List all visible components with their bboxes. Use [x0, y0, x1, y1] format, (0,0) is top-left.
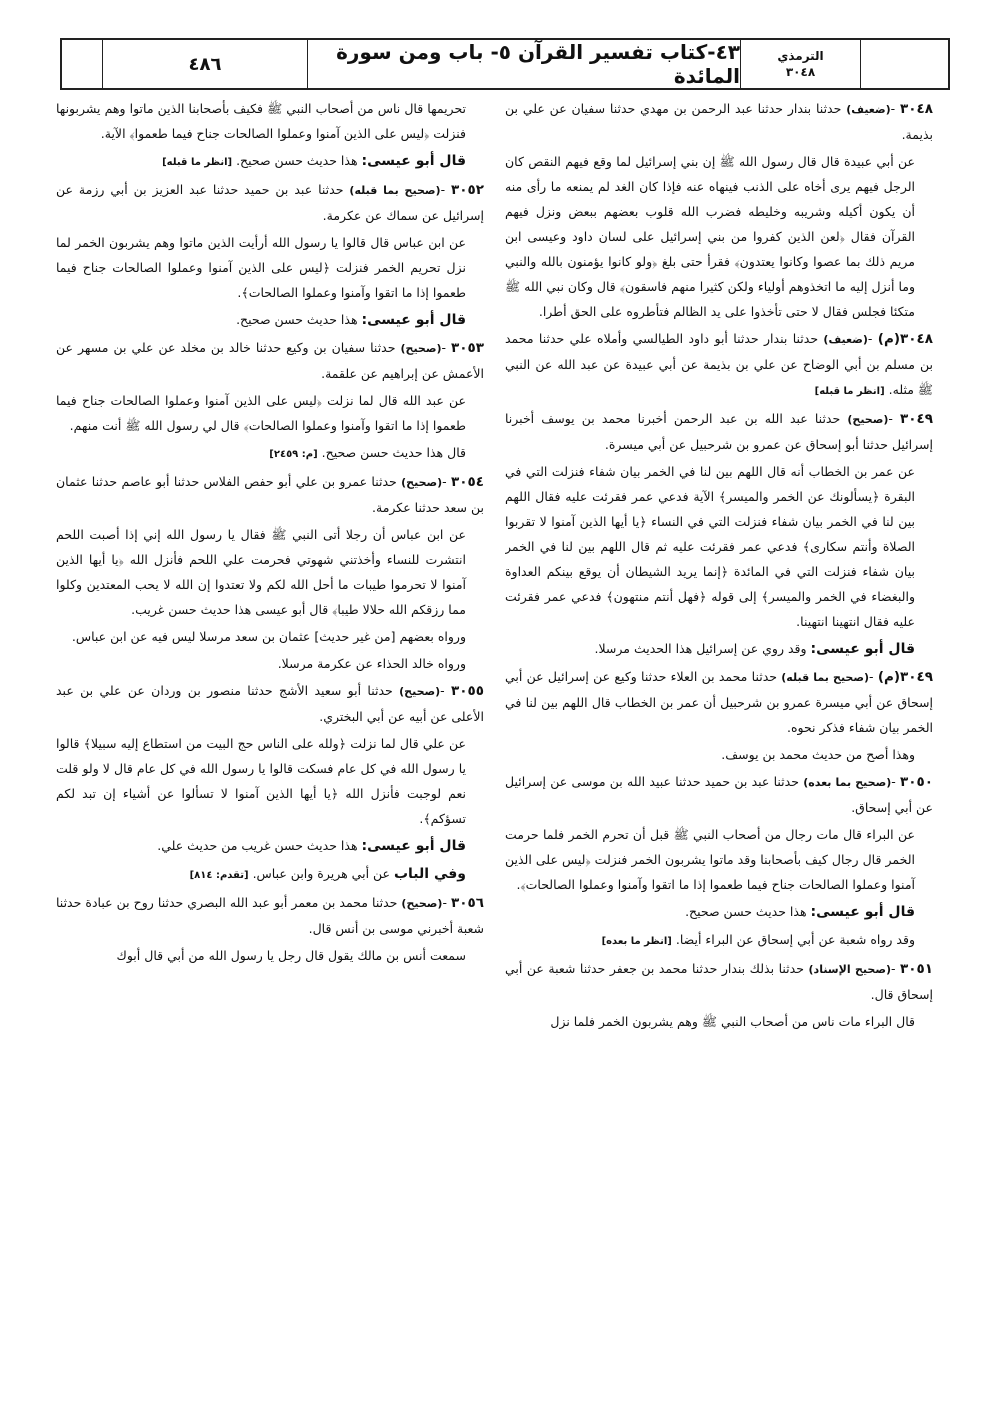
hadith-number: ٣٠٥٢	[451, 182, 484, 198]
hadith-grade: (صحيح)	[847, 413, 889, 426]
paragraph-text: تحريمها قال ناس من أصحاب النبي ﷺ فكيف بأصحابنا الذين ماتوا وهم يشربونها فنزلت ﴿ليس على الذين آمنوا وعملوا الصالحات جناح فيما طعموا﴾ الآية.	[56, 101, 466, 141]
paragraph-text: عن أبي عبيدة قال قال رسول الله ﷺ إن بني إسرائيل لما وقع فيهم النقص كان الرجل فيهم يرى أخاه على الذنب فينهاه عنه فإذا كان الغد لم يمنعه ما رأى منه أن يكون أكيله وشريبه وخليطه فضرب الله قلوب بعضهم ببعض ونزل فيهم القرآن فقال ﴿لعن الذين كفروا من بني إسرائيل على لسان داود وعيسى ابن مريم ذلك بما عصوا وكانوا يعتدون﴾ فقرأ حتى بلغ ﴿ولو كانوا يؤمنون بالله والنبي وما أنزل إليه ما اتخذوهم أولياء ولكن كثيرا منهم فاسقون﴾ قال وكان نبي الله ﷺ متكئا فجلس فقال لا حتى تأخذوا على يد الظالم فتأطروه على الحق أطرا.	[505, 154, 915, 319]
text-paragraph	[505, 822, 933, 897]
hadith-grade: (ضعيف)	[823, 333, 868, 346]
paragraph-text: حدثنا أبو سعيد الأشج حدثنا منصور بن وردان عن علي بن عبد الأعلى عن أبيه عن أبي البختري.	[56, 683, 484, 724]
text-paragraph	[505, 927, 933, 954]
hadith-number: ٣٠٥٣	[451, 340, 484, 356]
paragraph-text: عن البراء قال مات رجال من أصحاب النبي ﷺ قبل أن تحرم الخمر فلما حرمت الخمر قال رجال كيف بأصحابنا وقد ماتوا يشربون الخمر فنزلت ﴿ليس على الذين آمنوا وعملوا الصالحات جناح فيما طعموا إذا ما اتقوا وآمنوا وعملوا الصالحات﴾.	[505, 827, 915, 892]
paragraph-text: حدثنا بذلك بندار حدثنا محمد بن جعفر حدثنا شعبة عن أبي إسحاق قال.	[505, 961, 933, 1002]
paragraph-text: عن ابن عباس أن رجلا أتى النبي ﷺ فقال يا رسول الله إني إذا أصبت اللحم انتشرت للنساء وأخذتني شهوتي فحرمت علي اللحم فأنزل الله ﴿يا أيها الذين آمنوا لا تحرموا طيبات ما أحل الله لكم ولا تعتدوا إن الله لا يحب المعتدين وكلوا مما رزقكم الله حلالا طيبا﴾ قال أبو عيسى هذا حديث حسن غريب.	[56, 527, 466, 617]
hadith-entry: ٣٠٤٩(م) -(صحيح بما قبله) حدثنا محمد بن العلاء حدثنا وكيع عن إسرائيل عن أبي إسحاق عن أبي ميسرة عمرو بن شرحبيل أن عمر بن الخطاب قال اللهم بين لنا في الخمر بيان شفاء فذكر نحوه.	[505, 669, 933, 735]
commentary-line	[56, 307, 484, 333]
paragraph-text: حدثنا عبد بن حميد حدثنا عبد العزيز بن أبي رزمة عن إسرائيل عن سماك عن عكرمة.	[56, 182, 484, 223]
header-page-number: ٤٨٦	[102, 40, 307, 88]
commentary-lead: قال أبو عيسى:	[361, 838, 466, 854]
paragraph-text: عن عمر بن الخطاب أنه قال اللهم بين لنا في الخمر بيان شفاء فنزلت التي في البقرة ﴿يسألونك عن الخمر والميسر﴾ الآية فدعي عمر فقرئت عليه فقال اللهم بين لنا في الخمر بيان شفاء فنزلت التي في النساء ﴿يا أيها الذين آمنوا لا تقربوا الصلاة وأنتم سكارى﴾ فدعي عمر فقرئت عليه ثم قال اللهم بين لنا في الخمر بيان شفاء فنزلت التي في المائدة ﴿إنما يريد الشيطان أن يوقع بينكم العداوة والبغضاء في الخمر والميسر﴾ إلى قوله ﴿فهل أنتم منتهون﴾ فدعي عمر فقرئت عليه فقال انتهينا انتهينا.	[505, 464, 915, 629]
hadith-number: ٣٠٤٩	[900, 411, 933, 427]
hadith-entry: ٣٠٥٥ -(صحيح) حدثنا أبو سعيد الأشج حدثنا منصور بن وردان عن علي بن عبد الأعلى عن أبيه عن أبي البختري.	[56, 683, 484, 724]
cross-reference-note: [انظر ما قبله]	[814, 386, 885, 397]
hadith-grade: (صحيح بما بعده)	[803, 776, 892, 789]
text-paragraph	[505, 149, 933, 324]
hadith-grade: (صحيح)	[399, 685, 441, 698]
hadith-number: ٣٠٤٩(م)	[877, 669, 933, 685]
cross-reference-note: [م: ٢٤٥٩]	[269, 449, 318, 460]
paragraph-text: عن أبي هريرة وابن عباس.	[252, 866, 390, 881]
cross-reference-note: [انظر ما قبله]	[162, 157, 233, 168]
hadith-grade: (صحيح)	[401, 897, 443, 910]
hadith-grade: (صحيح)	[401, 476, 443, 489]
hadith-entry: ٣٠٥٤ -(صحيح) حدثنا عمرو بن علي أبو حفص الفلاس حدثنا أبو عاصم حدثنا عثمان بن سعد حدثنا عكرمة.	[56, 474, 484, 515]
hadith-entry: ٣٠٥٦ -(صحيح) حدثنا محمد بن معمر أبو عبد الله البصري حدثنا روح بن عبادة حدثنا شعبة أخبرني موسى بن أنس قال.	[56, 895, 484, 936]
text-paragraph	[56, 388, 484, 438]
paragraph-text: سمعت أنس بن مالك يقول قال رجل يا رسول الله من أبي قال أبوك	[116, 948, 466, 963]
cross-reference-note: [تقدم: ٨١٤]	[189, 870, 249, 881]
paragraph-text: حدثنا عمرو بن علي أبو حفص الفلاس حدثنا أبو عاصم حدثنا عثمان بن سعد حدثنا عكرمة.	[56, 474, 484, 515]
hadith-entry: ٣٠٥٢ -(صحيح بما قبله) حدثنا عبد بن حميد حدثنا عبد العزيز بن أبي رزمة عن إسرائيل عن سماك عن عكرمة.	[56, 182, 484, 223]
hadith-number: ٣٠٥١	[900, 961, 933, 977]
paragraph-text: ورواه بعضهم [من غير حديث] عثمان بن سعد مرسلا ليس فيه عن ابن عباس.	[71, 629, 466, 644]
commentary-line	[56, 833, 484, 859]
paragraph-text: وقد روي عن إسرائيل هذا الحديث مرسلا.	[594, 641, 807, 656]
commentary-lead: قال أبو عيسى:	[361, 153, 466, 169]
paragraph-text: قال البراء مات ناس من أصحاب النبي ﷺ وهم يشربون الخمر فلما نزل	[550, 1014, 915, 1029]
paragraph-text: ورواه خالد الحذاء عن عكرمة مرسلا.	[277, 656, 466, 671]
page-header	[60, 38, 950, 90]
commentary-lead: وفي الباب	[393, 866, 466, 882]
commentary-lead: قال أبو عيسى:	[810, 904, 915, 920]
paragraph-text: عن ابن عباس قال قالوا يا رسول الله أرأيت الذين ماتوا وهم يشربون الخمر لما نزل تحريم الخمر فنزلت ﴿ليس على الذين آمنوا وعملوا الصالحات جناح فيما طعموا إذا ما اتقوا وآمنوا وعملوا الصالحات﴾.	[56, 235, 466, 300]
paragraph-text: عن عبد الله قال لما نزلت ﴿ليس على الذين آمنوا وعملوا الصالحات جناح فيما طعموا إذا ما اتقوا وآمنوا وعملوا الصالحات﴾ قال لي رسول الله ﷺ أنت منهم.	[56, 393, 466, 433]
hadith-number: ٣٠٥٠	[900, 774, 933, 790]
hadith-entry: ٣٠٥٣ -(صحيح) حدثنا سفيان بن وكيع حدثنا خالد بن مخلد عن علي بن مسهر عن الأعمش عن إبراهيم عن علقمة.	[56, 340, 484, 381]
commentary-line	[505, 636, 933, 662]
text-paragraph	[56, 624, 484, 649]
text-paragraph	[505, 1009, 933, 1034]
hadith-number: ٣٠٥٤	[451, 474, 484, 490]
hadith-grade: (صحيح)	[400, 342, 442, 355]
paragraph-text: هذا حديث حسن صحيح.	[236, 312, 358, 327]
commentary-lead: قال أبو عيسى:	[810, 641, 915, 657]
header-empty-cell-left	[62, 40, 102, 88]
text-paragraph	[56, 96, 484, 146]
text-paragraph	[56, 731, 484, 831]
hadith-entry: ٣٠٥٠ -(صحيح بما بعده) حدثنا عبد بن حميد حدثنا عبيد الله بن موسى عن إسرائيل عن أبي إسحاق.	[505, 774, 933, 815]
paragraph-text: حدثنا محمد بن معمر أبو عبد الله البصري حدثنا روح بن عبادة حدثنا شعبة أخبرني موسى بن أنس قال.	[56, 895, 484, 936]
paragraph-text: حدثنا بندار حدثنا عبد الرحمن بن مهدي حدثنا سفيان عن علي بن بذيمة.	[505, 101, 933, 142]
commentary-line	[56, 148, 484, 175]
commentary-line	[505, 899, 933, 925]
left-text-column	[56, 96, 484, 1376]
paragraph-text: حدثنا سفيان بن وكيع حدثنا خالد بن مخلد عن علي بن مسهر عن الأعمش عن إبراهيم عن علقمة.	[56, 340, 484, 381]
hadith-grade: (صحيح بما قبله)	[781, 671, 870, 684]
paragraph-text: هذا حديث حسن صحيح.	[685, 904, 807, 919]
header-hadith-number: ٣٠٤٨	[785, 65, 816, 79]
hadith-grade: (صحيح بما قبله)	[349, 184, 441, 197]
hadith-number: ٣٠٥٥	[451, 683, 484, 699]
paragraph-text: هذا حديث حسن صحيح.	[236, 153, 358, 168]
right-text-column	[505, 96, 933, 1376]
paragraph-text: وهذا أصح من حديث محمد بن يوسف.	[721, 747, 915, 762]
paragraph-text: قال هذا حديث حسن صحيح.	[321, 445, 466, 460]
commentary-lead: قال أبو عيسى:	[361, 312, 466, 328]
text-paragraph	[56, 230, 484, 305]
paragraph-text: عن علي قال لما نزلت ﴿ولله على الناس حج البيت من استطاع إليه سبيلا﴾ قالوا يا رسول الله في كل عام فسكت قالوا يا رسول الله في كل عام قال لا ولو قلت نعم لوجبت فأنزل الله ﴿يا أيها الذين آمنوا لا تسألوا عن أشياء إن تبد لكم تسؤكم﴾.	[56, 736, 466, 826]
hadith-number: ٣٠٤٨	[900, 101, 933, 117]
header-empty-cell-right	[860, 40, 948, 88]
paragraph-text: حدثنا عبد بن حميد حدثنا عبيد الله بن موسى عن إسرائيل عن أبي إسحاق.	[505, 774, 933, 815]
hadith-grade: (ضعيف)	[846, 103, 891, 116]
text-paragraph	[505, 742, 933, 767]
header-book-name: الترمذي	[777, 49, 824, 63]
header-chapter-title: ٤٣-كتاب تفسير القرآن ٥- باب ومن سورة المائدة	[307, 40, 740, 88]
header-book-cell	[740, 40, 860, 88]
text-paragraph	[56, 522, 484, 622]
paragraph-text: حدثنا بندار حدثنا أبو داود الطيالسي وأملاه علي حدثنا محمد بن مسلم بن أبي الوضاح عن علي بن بذيمة عن أبي عبيدة عن عبد الله عن النبي ﷺ مثله.	[505, 331, 933, 397]
hadith-number: ٣٠٤٨(م)	[877, 331, 933, 347]
commentary-line	[56, 861, 484, 888]
paragraph-text: حدثنا محمد بن العلاء حدثنا وكيع عن إسرائيل عن أبي إسحاق عن أبي ميسرة عمرو بن شرحبيل أن عمر بن الخطاب قال اللهم بين لنا في الخمر بيان شفاء فذكر نحوه.	[505, 669, 933, 735]
hadith-entry: ٣٠٥١ -(صحيح الإسناد) حدثنا بذلك بندار حدثنا محمد بن جعفر حدثنا شعبة عن أبي إسحاق قال.	[505, 961, 933, 1002]
text-paragraph	[56, 651, 484, 676]
text-paragraph	[505, 459, 933, 634]
cross-reference-note: [انظر ما بعده]	[601, 936, 672, 947]
paragraph-text: وقد رواه شعبة عن أبي إسحاق عن البراء أيضا.	[675, 932, 915, 947]
text-paragraph	[56, 943, 484, 968]
hadith-entry: ٣٠٤٨ -(ضعيف) حدثنا بندار حدثنا عبد الرحمن بن مهدي حدثنا سفيان عن علي بن بذيمة.	[505, 101, 933, 142]
paragraph-text: حدثنا عبد الله بن عبد الرحمن أخبرنا محمد بن يوسف أخبرنا إسرائيل حدثنا أبو إسحاق عن عمرو بن شرحبيل عن أبي ميسرة.	[505, 411, 933, 452]
hadith-entry: ٣٠٤٩ -(صحيح) حدثنا عبد الله بن عبد الرحمن أخبرنا محمد بن يوسف أخبرنا إسرائيل حدثنا أبو إسحاق عن عمرو بن شرحبيل عن أبي ميسرة.	[505, 411, 933, 452]
hadith-grade: (صحيح الإسناد)	[808, 963, 891, 976]
text-paragraph	[56, 440, 484, 467]
hadith-number: ٣٠٥٦	[451, 895, 484, 911]
hadith-entry: ٣٠٤٨(م) -(ضعيف) حدثنا بندار حدثنا أبو داود الطيالسي وأملاه علي حدثنا محمد بن مسلم بن أبي الوضاح عن علي بن بذيمة عن أبي عبيدة عن عبد الله عن النبي ﷺ مثله. [انظر ما قبله]	[505, 331, 933, 397]
paragraph-text: هذا حديث حسن غريب من حديث علي.	[157, 838, 358, 853]
